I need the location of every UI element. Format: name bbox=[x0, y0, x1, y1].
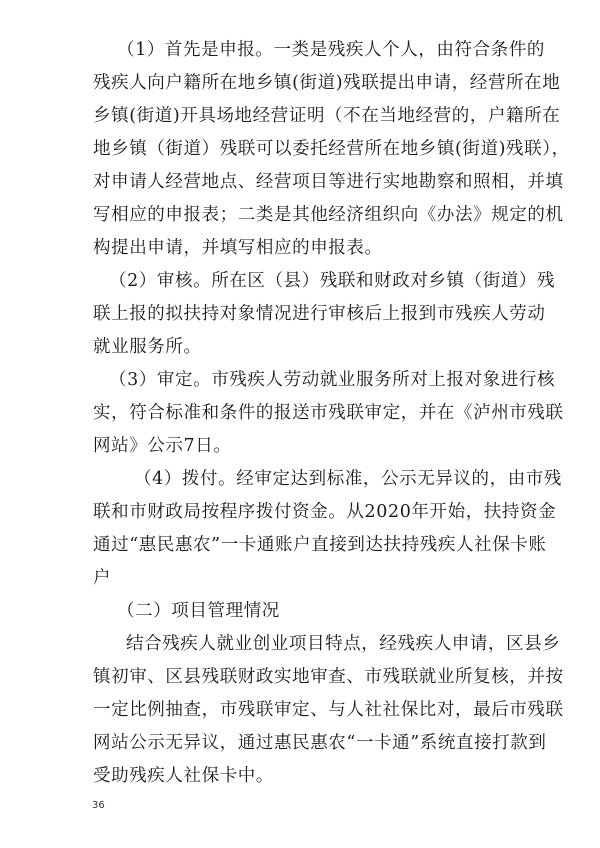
paragraph-5-line-5: 受助残疾人社保卡中。 bbox=[93, 766, 274, 786]
paragraph-3-line-1: （3）审定。市残疾人劳动就业服务所对上报对象进行核 bbox=[109, 370, 556, 390]
paragraph-5-line-3: 一定比例抽查，市残联审定、与人社社保比对，最后市残联 bbox=[93, 700, 564, 720]
section-heading: （二）项目管理情况 bbox=[117, 601, 280, 621]
paragraph-4-line-3: 通过“惠民惠农”一卡通账户直接到达扶持残疾人社保卡账 bbox=[93, 535, 547, 555]
paragraph-1-line-6: 写相应的申报表；二类是其他经济组织向《办法》规定的机 bbox=[93, 205, 564, 225]
paragraph-1-line-1: （1）首先是申报。一类是残疾人个人，由符合条件的 bbox=[117, 40, 546, 60]
paragraph-1-line-3: 乡镇(街道)开具场地经营证明（不在当地经营的，户籍所在 bbox=[93, 106, 561, 126]
page-number: 36 bbox=[92, 800, 105, 811]
paragraph-4-line-4: 户 bbox=[93, 568, 112, 588]
paragraph-5-line-4: 网站公示无异议，通过惠民惠农“一卡通”系统直接打款到 bbox=[93, 733, 547, 753]
paragraph-1-line-2: 残疾人向户籍所在地乡镇(街道)残联提出申请，经营所在地 bbox=[93, 73, 561, 93]
paragraph-1-line-4: 地乡镇（街道）残联可以委托经营所在地乡镇(街道)残联）， bbox=[93, 139, 570, 159]
paragraph-5-line-2: 镇初审、区县残联财政实地审查、市残联就业所复核，并按 bbox=[93, 667, 564, 687]
paragraph-3-line-3: 网站》公示7日。 bbox=[93, 436, 232, 456]
paragraph-2-line-1: （2）审核。所在区（县）残联和财政对乡镇（街道）残 bbox=[109, 271, 556, 291]
paragraph-4-line-1: （4）拨付。经审定达到标准，公示无异议的，由市残 bbox=[134, 469, 563, 489]
paragraph-1-line-7: 构提出申请，并填写相应的申报表。 bbox=[93, 238, 383, 258]
paragraph-2-line-2: 联上报的拟扶持对象情况进行审核后上报到市残疾人劳动 bbox=[93, 304, 546, 324]
paragraph-5-line-1: 结合残疾人就业创业项目特点，经残疾人申请，区县乡 bbox=[126, 634, 561, 654]
paragraph-2-line-3: 就业服务所。 bbox=[93, 337, 202, 357]
paragraph-1-line-5: 对申请人经营地点、经营项目等进行实地勘察和照相，并填 bbox=[93, 172, 564, 192]
paragraph-3-line-2: 实，符合标准和条件的报送市残联审定，并在《泸州市残联 bbox=[93, 403, 564, 423]
paragraph-4-line-2: 联和市财政局按程序拨付资金。从2020年开始，扶持资金 bbox=[93, 502, 557, 522]
